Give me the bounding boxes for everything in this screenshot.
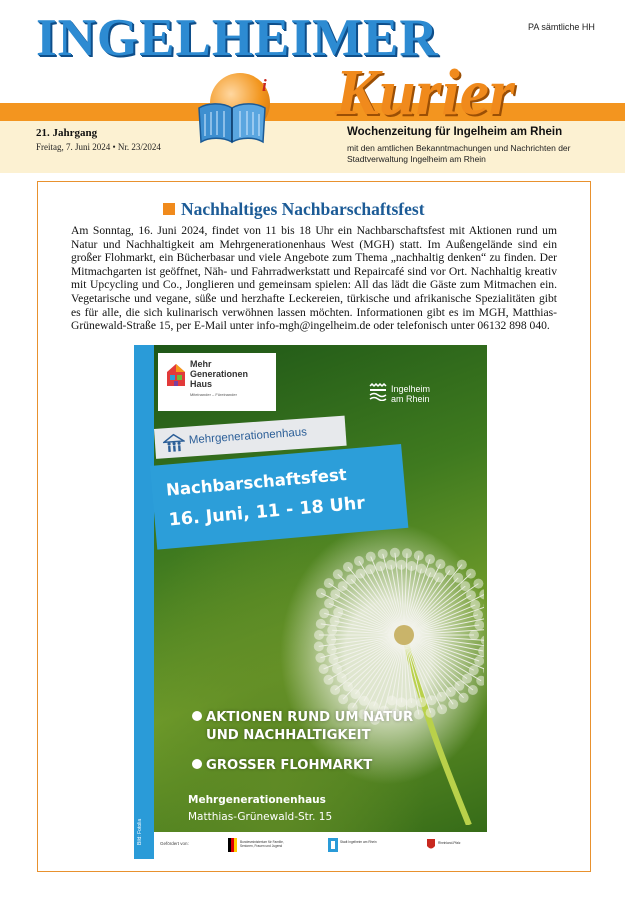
newspaper-subline: mit den amtlichen Bekanntmachungen und Nachrichten der Stadtverwaltung Ingelheim am Rhein xyxy=(347,143,571,164)
masthead-orange-bar xyxy=(0,103,625,121)
bullet-dot-icon xyxy=(192,711,202,721)
mgh-logo-line3: Haus xyxy=(190,379,213,389)
masthead-kurier-wordmark: Kurier xyxy=(335,56,515,129)
bullet-flohmarkt xyxy=(192,757,372,775)
bullet-flohmarkt-text: GROSSER FLOHMARKT xyxy=(206,758,373,773)
bullet-nature-line1: AKTIONEN RUND UM NATUR xyxy=(206,710,414,725)
mgh-logo-tagline: Miteinander – Füreinander xyxy=(190,392,237,397)
city-logo-line2: am Rhein xyxy=(391,394,430,404)
volume-label: 21. Jahrgang xyxy=(36,127,98,139)
federal-eagle-icon xyxy=(228,838,238,852)
bullet-nature-line2: UND NACHHALTIGKEIT xyxy=(206,728,371,743)
article-headline-text: Nachhaltiges Nachbarschaftsfest xyxy=(181,199,425,219)
mgh-logo-line1: Mehr xyxy=(190,359,212,369)
dandelion-image xyxy=(254,495,484,825)
poster-address-street: Matthias-Grünewald-Str. 15 xyxy=(188,811,333,823)
masthead xyxy=(0,0,625,180)
event-poster xyxy=(134,345,487,859)
city-logo-line1: Ingelheim xyxy=(391,384,431,394)
mgh-logo xyxy=(158,353,276,411)
masthead-title: INGELHEIMER xyxy=(36,9,439,67)
ingelheim-waves-icon xyxy=(369,383,387,401)
city-logo xyxy=(391,384,430,404)
poster-address-name: Mehrgenerationenhaus xyxy=(188,794,326,806)
open-book-icon xyxy=(197,100,267,145)
issue-date: Freitag, 7. Juni 2024 • Nr. 23/2024 xyxy=(36,142,161,152)
sponsor-3: Rheinland-Pfalz xyxy=(438,841,461,845)
article-headline xyxy=(163,199,425,220)
family-icon xyxy=(162,433,185,452)
mgh-logo-line2: Generationen xyxy=(190,369,249,379)
distribution-note: PA sämtliche HH xyxy=(528,22,595,32)
article-body: Am Sonntag, 16. Juni 2024, findet von 11 bis 18 Uhr ein Nachbarschaftsfest mit Aktionen rund um Natur und Nachhaltigkeit am Mehrgenerationenhaus West (MGH) statt. Im Außengelände sind ein großer Flohmarkt, ein Bücherbasar und viele Angebote zum Thema „nachhaltig denken“ zu finden. Der Mitmachgarten ist geöffnet, Näh- und Fahrradwerkstatt und Repaircafé sind vor Ort. Nachhaltig kreativ mit Upcycling und Co., Jonglieren und gemeinsam spielen: All das lädt die Gäste zum Mitmachen ein. Vegetarische und vegane, süße und herzhafte Leckereien, türkische und afrikanische Spezialitäten gibt es für alle, die sich kulinarisch verwöhnen lassen möchten. Informationen gibt es im MGH, Matthias-Grünewald-Straße 15, per E-Mail unter info-mgh@ingelheim.de oder telefonisch unter 06132 898 040. xyxy=(71,224,557,333)
newspaper-subtitle: Wochenzeitung für Ingelheim am Rhein xyxy=(347,126,563,138)
headline-square-icon xyxy=(163,203,175,215)
sponsor-bar xyxy=(154,832,487,859)
city-sponsor-icon xyxy=(328,838,338,852)
logo-info-letter: i xyxy=(262,76,267,95)
sponsor-1: Bundesministerium für Familie, Senioren, Frauen und Jugend xyxy=(240,840,284,848)
sponsor-label: Gefördert von: xyxy=(160,841,189,846)
mgh-banner-text: Mehrgenerationenhaus xyxy=(188,426,308,447)
photo-credit: Bild: Fotolia xyxy=(137,818,143,845)
bullet-dot-icon xyxy=(192,759,202,769)
rlp-crest-icon xyxy=(426,838,436,852)
fest-date: 16. Juni, 11 - 18 Uhr xyxy=(167,493,366,531)
sponsor-2: Stadt Ingelheim am Rhein xyxy=(340,840,377,844)
poster-side-strip xyxy=(134,345,154,859)
fest-title: Nachbarschaftsfest xyxy=(165,464,348,500)
bullet-nature xyxy=(192,709,413,745)
house-logo-icon xyxy=(166,363,186,387)
mgh-logo-name xyxy=(190,359,248,389)
